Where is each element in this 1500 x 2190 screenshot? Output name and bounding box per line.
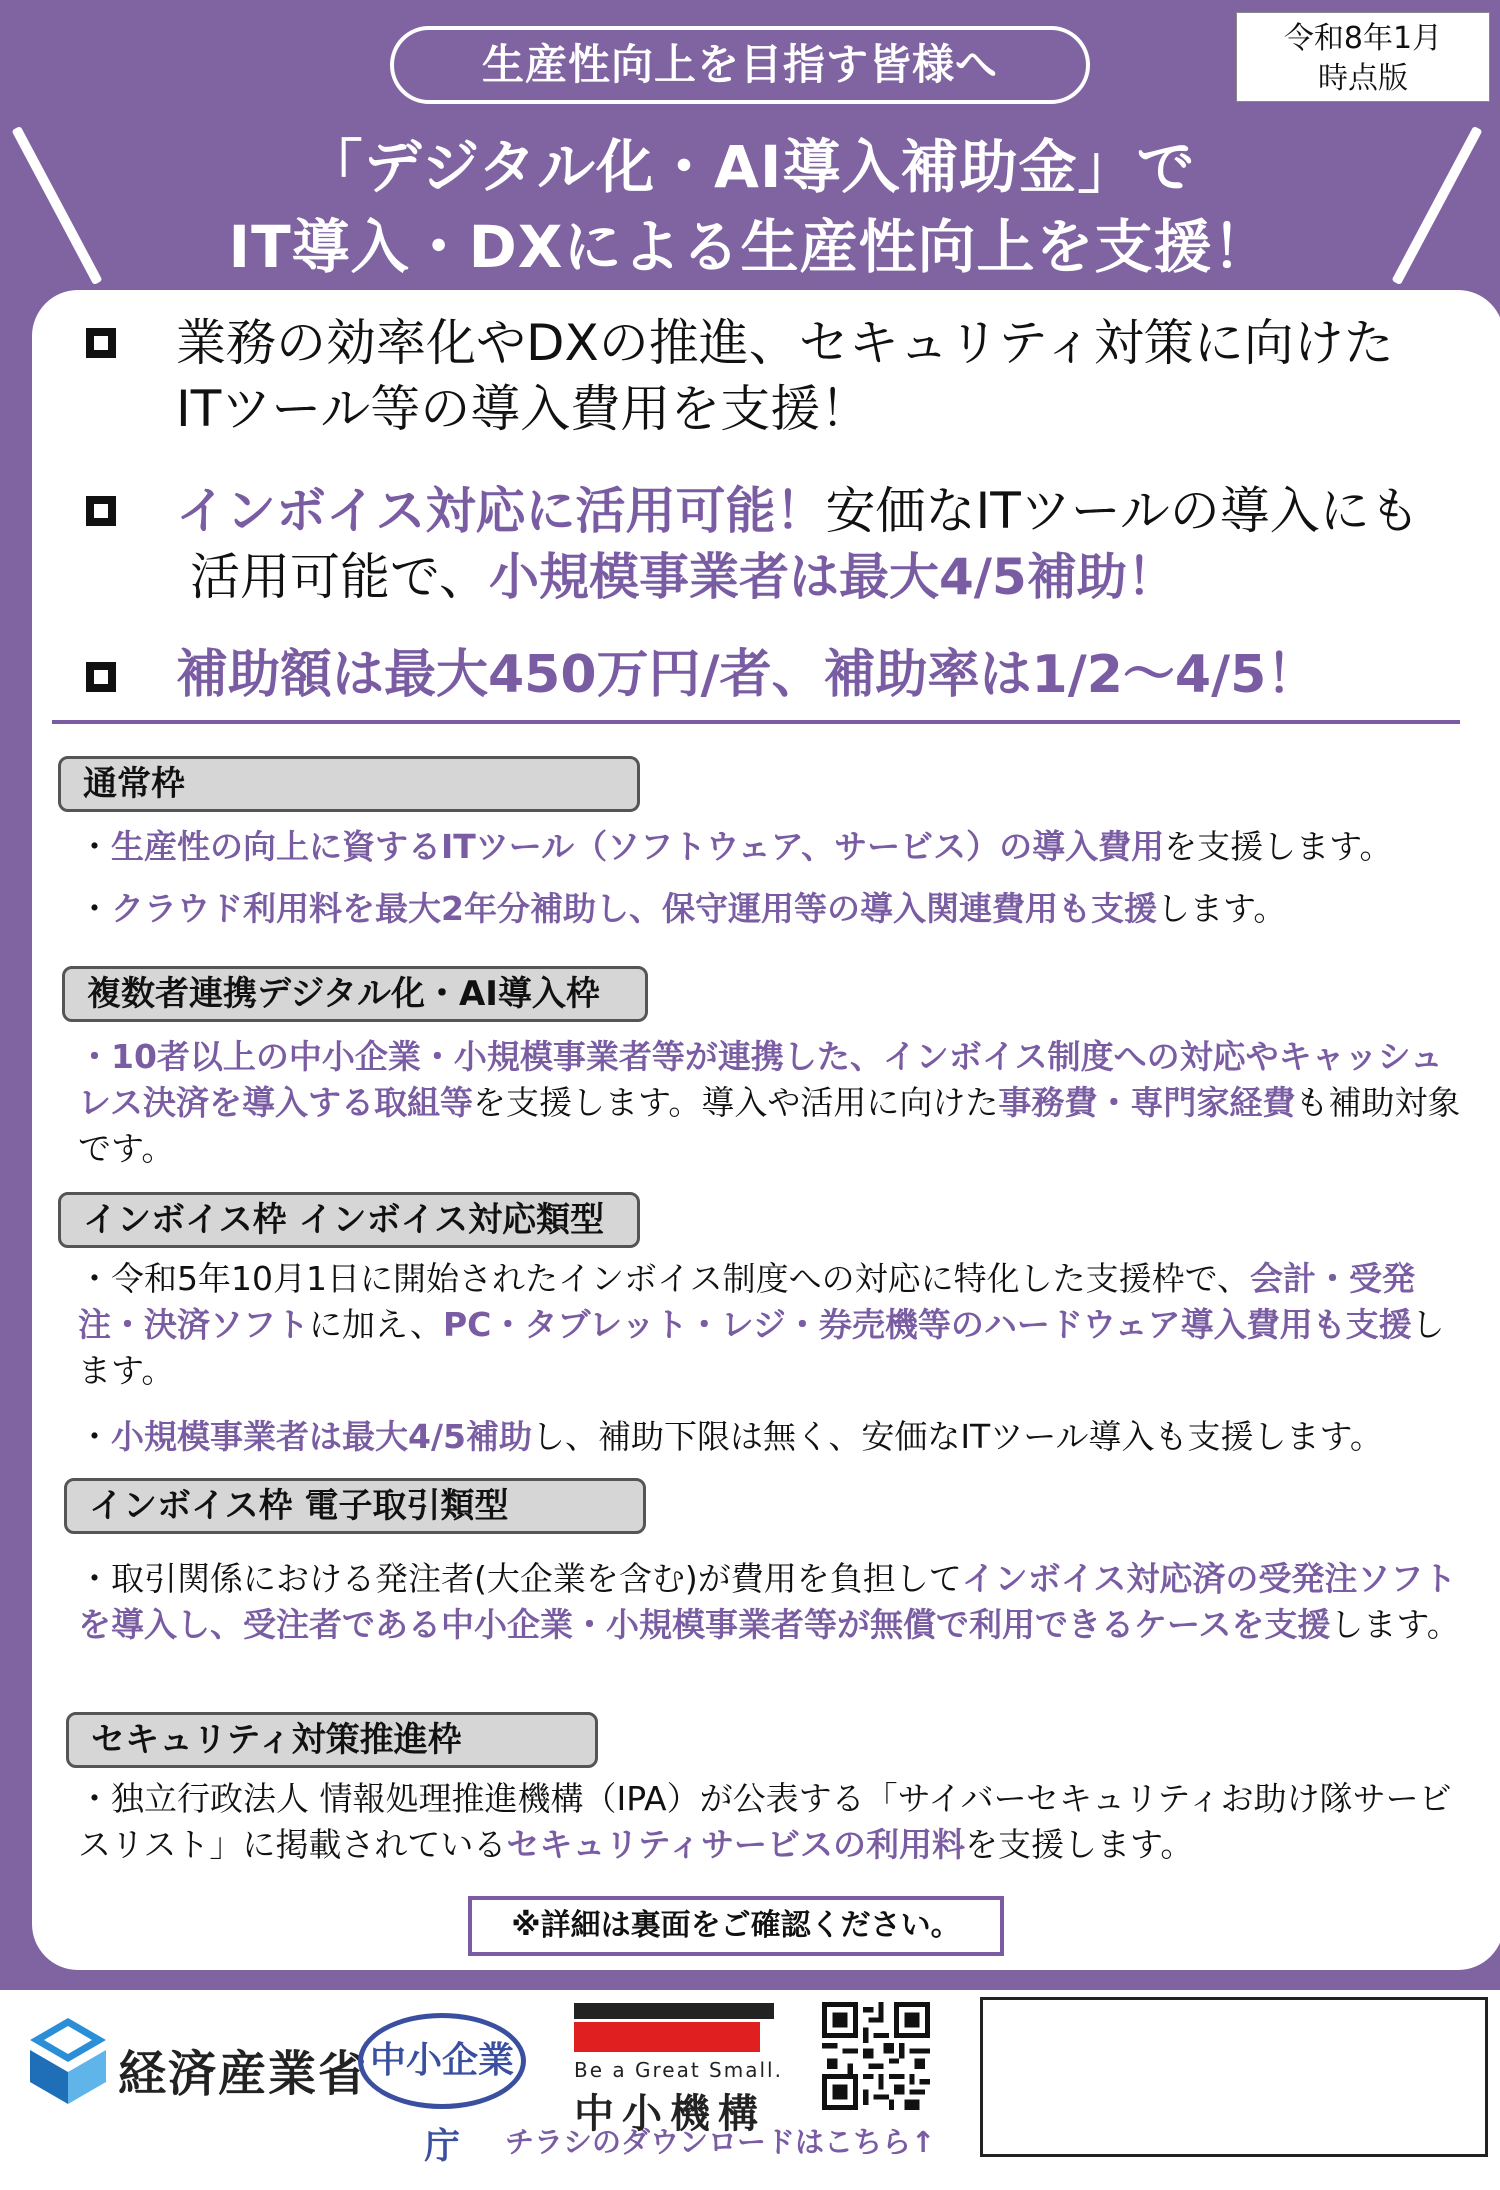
section-4-text: ・取引関係における発注者(大企業を含む)が費用を負担してインボイス対応済の受発注ソフトを導入し、受注者である中小企業・小規模事業者等が無償で利用できるケースを支援します。: [78, 1559, 1460, 1644]
smrj-tagline: Be a Great Small.: [574, 2058, 783, 2082]
section-5-text: ・独立行政法人 情報処理推進機構（IPA）が公表する「サイバーセキュリティお助け隊サービスリスト」に掲載されているセキュリティサービスの利用料を支援します。: [78, 1779, 1452, 1864]
checkbox-bullet-icon: [86, 496, 116, 526]
section-2-text: ・10者以上の中小企業・小規模事業者等が連携した、インボイス制度への対応やキャッシュレス決済を導入する取組等を支援します。導入や活用に向けた事務費・専門家経費も補助対象です。: [78, 1037, 1461, 1168]
date-badge: [1236, 12, 1490, 102]
section-1-line2: ・クラウド利用料を最大2年分補助し、保守運用等の導入関連費用も支援します。: [78, 889, 1287, 928]
meti-logo-text: 経済産業省: [118, 2046, 369, 2102]
highlight-2-line2: [190, 544, 1177, 610]
smrj-logo-red-bar-icon: [574, 2022, 760, 2052]
highlight-2-emphasis: インボイス対応に活用可能！: [176, 482, 826, 540]
highlight-2-text2: 活用可能で、: [190, 548, 489, 606]
meti-logo-icon: [26, 2016, 110, 2106]
details-note: ※詳細は裏面をご確認ください。: [468, 1896, 1004, 1956]
date-line1: 令和8年1月: [1283, 21, 1443, 56]
section-label-multi-company: 複数者連携デジタル化・AI導入枠: [62, 966, 648, 1022]
blank-stamp-box: [980, 1997, 1488, 2157]
section-label-regular: 通常枠: [58, 756, 640, 812]
checkbox-bullet-icon: [86, 662, 116, 692]
date-line2: 時点版: [1318, 61, 1408, 96]
section-label-security: セキュリティ対策推進枠: [66, 1712, 598, 1768]
main-title-line2: IT導入・DXによる生産性向上を支援！: [228, 213, 1272, 281]
sme-agency-logo: 中小企業庁: [358, 2013, 526, 2109]
section-3-text: ・令和5年10月1日に開始されたインボイス制度への対応に特化した支援枠で、会計・受発注・決済ソフトに加え、PC・タブレット・レジ・券売機等のハードウェア導入費用も支援します。: [78, 1259, 1445, 1390]
highlight-3: 補助額は最大450万円/者、補助率は1/2～4/5！: [176, 645, 1319, 705]
highlight-1-line1: 業務の効率化やDXの推進、セキュリティ対策に向けた: [176, 314, 1394, 372]
main-title-line1: 「デジタル化・AI導入補助金」で: [304, 133, 1196, 201]
divider: [52, 720, 1460, 724]
checkbox-bullet-icon: [86, 328, 116, 358]
section-label-e-transaction: インボイス枠 電子取引類型: [64, 1478, 646, 1534]
section-3-line2: ・小規模事業者は最大4/5補助し、補助下限は無く、安価なITツール導入も支援します。: [78, 1417, 1383, 1456]
audience-pill: 生産性向上を目指す皆様へ: [390, 26, 1090, 104]
highlight-2-emphasis2: 小規模事業者は最大4/5補助！: [489, 548, 1177, 606]
highlight-2-text: 安価なITツールの導入にも: [825, 482, 1420, 540]
smrj-logo-bar-icon: [574, 2003, 774, 2019]
download-link[interactable]: チラシのダウンロードはこちら↑: [505, 2125, 936, 2159]
section-label-invoice-compliance: インボイス枠 インボイス対応類型: [58, 1192, 640, 1248]
qr-code-icon[interactable]: [822, 2002, 930, 2110]
highlight-1-line2: ITツール等の導入費用を支援！: [176, 380, 871, 438]
smrj-logo-text: 中小機構: [574, 2091, 766, 2137]
section-1-line1: ・生産性の向上に資するITツール（ソフトウェア、サービス）の導入費用を支援します。: [78, 827, 1393, 866]
highlight-2-line1: [176, 478, 1420, 544]
